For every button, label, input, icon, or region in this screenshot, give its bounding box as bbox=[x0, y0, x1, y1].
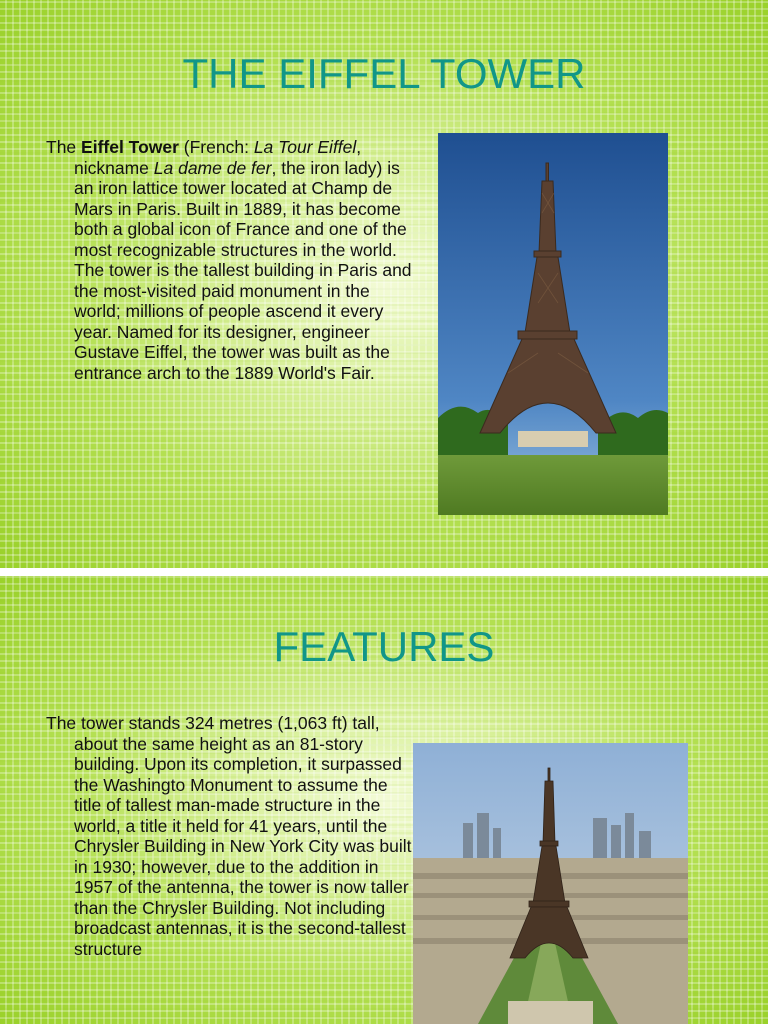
intro-paragraph bbox=[46, 137, 414, 383]
text-run: , the iron lady) is an iron lattice tower located at Champ de Mars in Paris. Built in 1889, it has become both a global icon of France and one of the most recognizable structures in the world. The tower is the tallest building in Paris and the most-visited paid monument in the world; millions of people ascend it every year. Named for its designer, engineer Gustave Eiffel, the tower was built as the entrance arch to the 1889 World's Fair. bbox=[74, 157, 412, 383]
features-paragraph: The tower stands 324 metres (1,063 ft) tall, about the same height as an 81-story building. Upon its completion, it surpassed the Washingto Monument to assume the title of tallest man-made structure in the world, a title it held for 41 years, until the Chrysler Building in New York City was built in 1930; however, due to the addition in 1957 of the antenna, the tower is now taller than the Chrysler Building. Not including broadcast antennas, it is the second-tallest structure bbox=[46, 713, 412, 959]
text-run: , nickname bbox=[74, 137, 362, 178]
text-run: The bbox=[46, 137, 82, 157]
paris-aerial-photo bbox=[413, 743, 688, 1024]
text-run: (French: bbox=[178, 137, 254, 157]
eiffel-tower-illustration bbox=[438, 133, 668, 515]
paris-aerial-illustration bbox=[413, 743, 688, 1024]
bold-term: Eiffel Tower bbox=[81, 137, 179, 157]
italic-term: La dame de fer bbox=[153, 157, 272, 178]
slide-title: FEATURES bbox=[273, 623, 495, 670]
slide-title: THE EIFFEL TOWER bbox=[182, 50, 586, 97]
italic-term: La Tour Eiffel bbox=[253, 137, 357, 157]
slide-features bbox=[0, 576, 768, 1024]
slide-gap bbox=[0, 568, 768, 576]
eiffel-tower-photo bbox=[438, 133, 668, 515]
